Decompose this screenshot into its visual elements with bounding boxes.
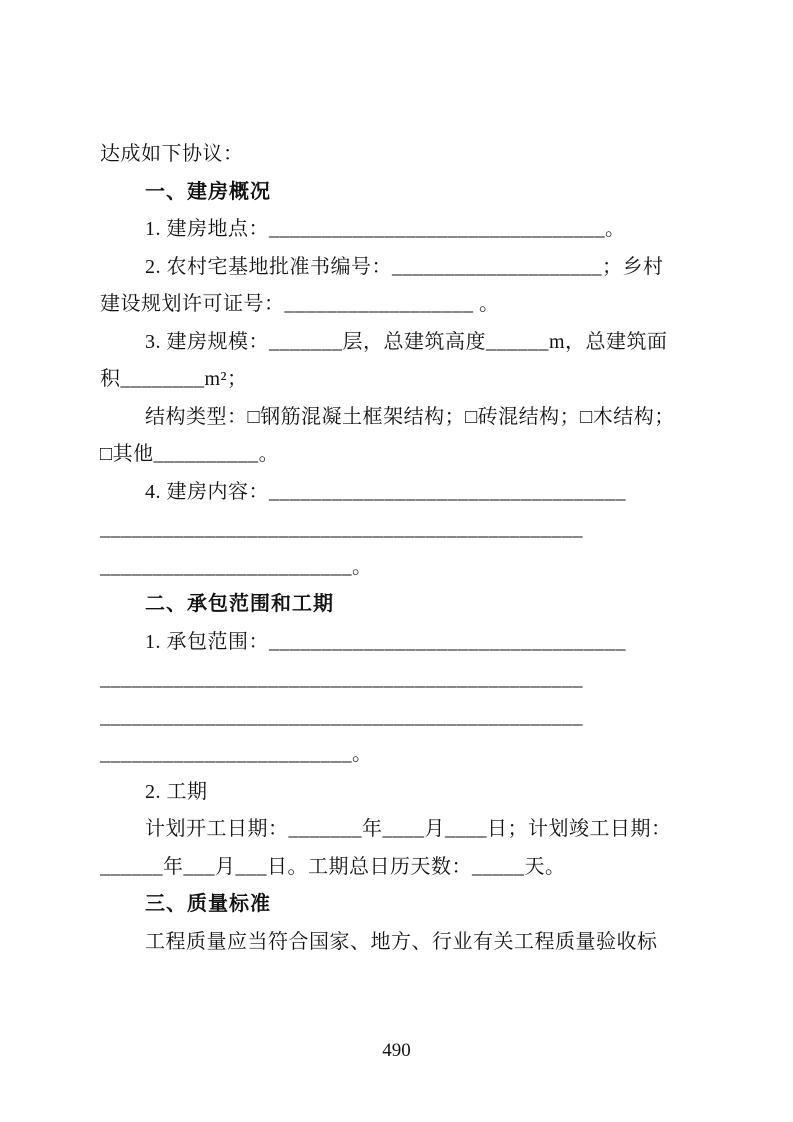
structure-type-other-line: □其他__________。 (100, 443, 280, 465)
section-3-heading: 三、质量标准 (145, 893, 271, 915)
structure-type-line: 结构类型：□钢筋混凝土框架结构；□砖混结构；□木结构； (145, 405, 675, 428)
building-scale-line: 3. 建房规模：_______层，总建筑高度______m，总建筑面 (145, 330, 668, 353)
planned-completion-date-line: ______年___月___日。工期总日历天数：_____天。 (100, 855, 566, 878)
contract-scope-line: 1. 承包范围：__________________________________ (145, 630, 626, 653)
document-content (100, 136, 696, 961)
building-content-line: 4. 建房内容：__________________________________ (145, 480, 626, 503)
building-content-blank-line-1: ______________________________________________ (100, 518, 583, 540)
planning-permit-number-line: 建设规划许可证号：__________________ 。 (100, 293, 500, 315)
contract-scope-blank-line-2: ______________________________________________ (100, 705, 583, 728)
building-content-blank-line-2: ________________________。 (100, 555, 373, 578)
building-location-line: 1. 建房地点：________________________________。 (145, 218, 626, 240)
agreement-intro-line: 达成如下协议： (100, 143, 244, 165)
section-2-heading: 二、承包范围和工期 (145, 593, 334, 615)
section-1-heading: 一、建房概况 (145, 180, 271, 203)
quality-standard-text-line: 工程质量应当符合国家、地方、行业有关工程质量验收标 (145, 930, 658, 953)
page-number: 490 (382, 1040, 411, 1061)
building-area-line: 积________m²； (100, 368, 248, 390)
construction-period-subheading: 2. 工期 (145, 780, 208, 803)
homestead-approval-number-line: 2. 农村宅基地批准书编号：____________________；乡村 (145, 255, 664, 278)
contract-scope-blank-line-3: ________________________。 (100, 743, 373, 765)
planned-start-date-line: 计划开工日期：_______年____月____日；计划竣工日期： (145, 818, 672, 840)
contract-scope-blank-line-1: ______________________________________________ (100, 668, 583, 690)
